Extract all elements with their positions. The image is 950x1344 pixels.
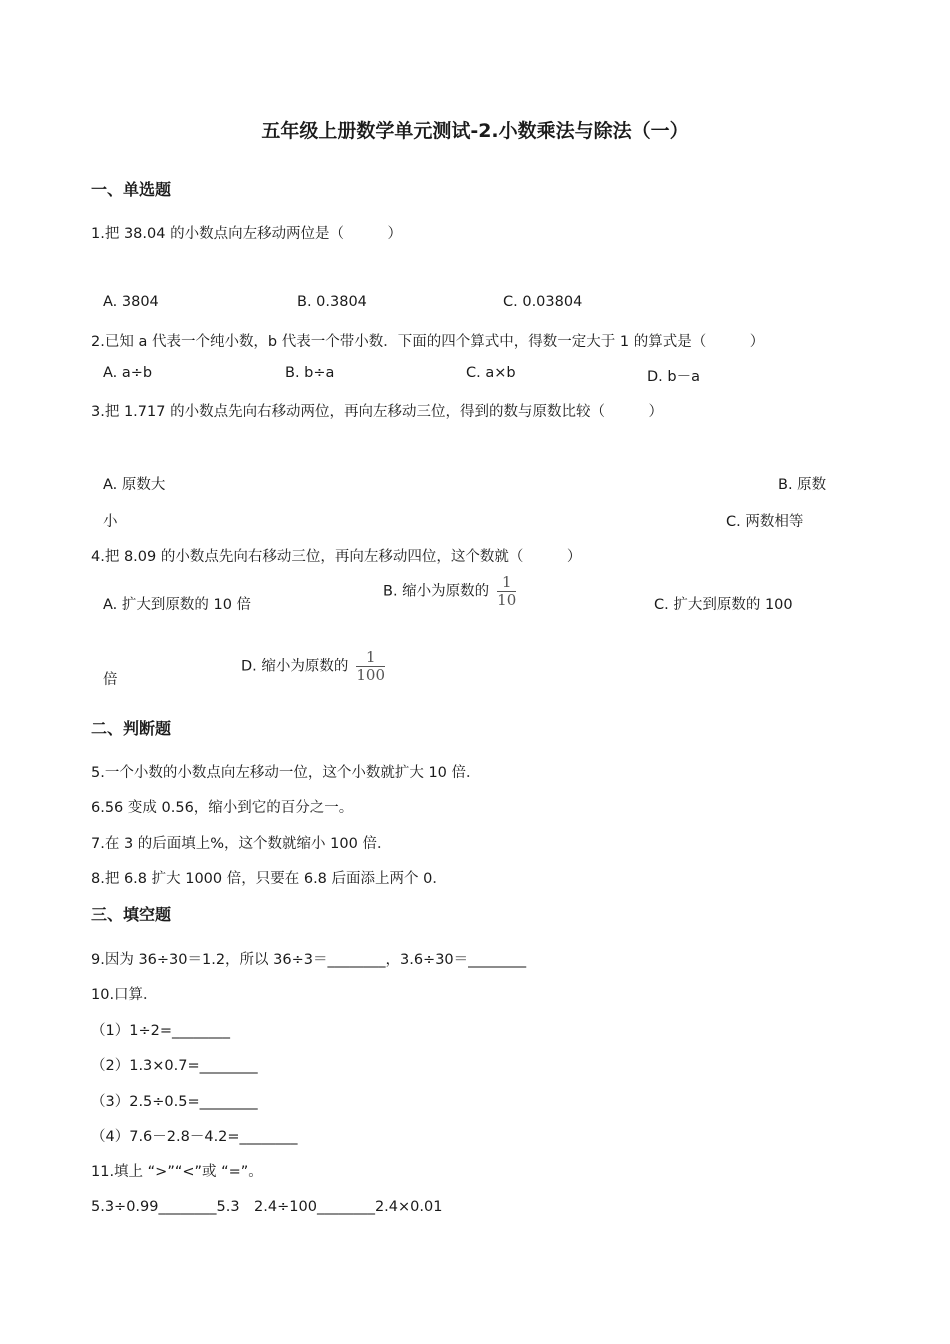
q1-option-c: C. 0.03804: [503, 294, 583, 310]
q2-option-c: C. a×b: [466, 365, 516, 381]
question-4: 4.把 8.09 的小数点先向右移动三位，再向左移动四位，这个数就（ ）: [91, 549, 582, 565]
q4-option-b: [383, 575, 516, 608]
question-7: 7.在 3 的后面填上%，这个数就缩小 100 倍．: [91, 836, 392, 852]
q2-option-b: B. b÷a: [285, 365, 335, 381]
question-6: 6.56 变成 0.56，缩小到它的百分之一。: [91, 800, 354, 816]
q3-option-b-cont: 小: [103, 514, 118, 530]
question-10-part-1: （1）1÷2=________: [91, 1023, 230, 1039]
q4-option-c-cont: 倍: [103, 672, 118, 688]
question-1: 1.把 38.04 的小数点向左移动两位是（ ）: [91, 226, 403, 242]
section-heading-true-false: 二、判断题: [91, 719, 172, 738]
q1-option-a: A. 3804: [103, 294, 159, 310]
q4-option-a: A. 扩大到原数的 10 倍: [103, 597, 252, 613]
question-11-comparisons: 5.3÷0.99________5.3 2.4÷100________2.4×0.01: [91, 1199, 443, 1215]
q3-option-b: B. 原数: [778, 477, 827, 493]
section-heading-fill-blank: 三、填空题: [91, 905, 172, 924]
question-3: 3.把 1.717 的小数点先向右移动两位，再向左移动三位，得到的数与原数比较（ ）: [91, 404, 664, 420]
question-11: 11.填上 “>”“<”或 “=”。: [91, 1164, 263, 1180]
question-9: 9.因为 36÷30＝1.2，所以 36÷3＝________，3.6÷30＝________: [91, 952, 527, 968]
page-title: 五年级上册数学单元测试-2.小数乘法与除法（一）: [261, 120, 689, 142]
q2-option-a: A. a÷b: [103, 365, 153, 381]
q4-option-b-label: B. 缩小为原数的: [383, 583, 490, 600]
q1-option-b: B. 0.3804: [297, 294, 367, 310]
question-10-part-2: （2）1.3×0.7=________: [91, 1058, 258, 1074]
question-2: 2.已知 a 代表一个纯小数，b 代表一个带小数．下面的四个算式中，得数一定大于 1 的算式是（ ）: [91, 334, 765, 350]
section-heading-single-choice: 一、单选题: [91, 180, 172, 199]
q3-option-a: A. 原数大: [103, 477, 166, 493]
fraction-one-hundredth: $\frac{1}{100}$: [356, 648, 386, 684]
question-8: 8.把 6.8 扩大 1000 倍，只要在 6.8 后面添上两个 0．: [91, 871, 447, 887]
q3-option-c: C. 两数相等: [726, 514, 804, 530]
question-5: 5.一个小数的小数点向左移动一位，这个小数就扩大 10 倍．: [91, 765, 481, 781]
q4-option-d: [241, 650, 385, 683]
q4-option-d-label: D. 缩小为原数的: [241, 658, 349, 675]
question-10: 10.口算．: [91, 987, 158, 1003]
q2-option-d: D. b－a: [647, 369, 700, 385]
fraction-one-tenth: $\frac{1}{10}$: [497, 573, 517, 609]
question-10-part-4: （4）7.6－2.8－4.2=________: [91, 1129, 298, 1145]
question-10-part-3: （3）2.5÷0.5=________: [91, 1094, 258, 1110]
q4-option-c: C. 扩大到原数的 100: [654, 597, 793, 613]
